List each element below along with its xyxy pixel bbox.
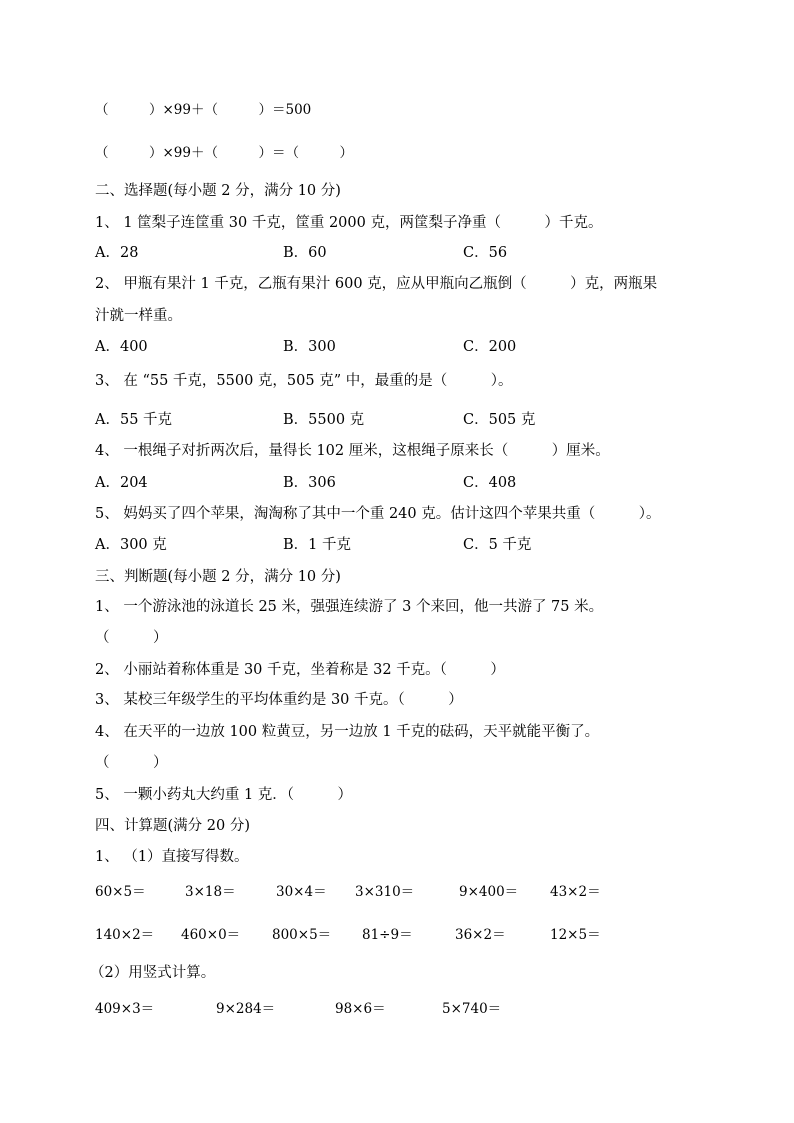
fill-equation-line-1: （ ）×99＋（ ）＝500 <box>95 102 312 118</box>
judge-item-5: 5、 一颗小药丸大约重 1 克．（ ） <box>95 787 353 803</box>
choice-option-b[interactable]: B．1 千克 <box>283 537 351 553</box>
calc-item: 30×4＝ <box>276 884 327 900</box>
calc-item: 409×3＝ <box>95 1001 155 1017</box>
calc-item: 9×284＝ <box>216 1001 276 1017</box>
judge-item-4-answer-blank[interactable]: （ ） <box>95 755 168 771</box>
section3-heading: 三、判断题(每小题 2 分，满分 10 分) <box>95 569 341 585</box>
choice-option-b[interactable]: B．5500 克 <box>283 412 365 428</box>
section2-heading: 二、选择题(每小题 2 分，满分 10 分) <box>95 183 341 199</box>
choice-option-a[interactable]: A．55 千克 <box>95 412 173 428</box>
calc-item: 3×310＝ <box>355 884 415 900</box>
calc-item: 43×2＝ <box>550 884 601 900</box>
fill-equation-line-2: （ ）×99＋（ ）＝（ ） <box>95 145 353 161</box>
choice-question-1: 1、 1 筐梨子连筐重 30 千克，筐重 2000 克，两筐梨子净重（ ）千克。 <box>95 215 603 231</box>
choice-option-b[interactable]: B．306 <box>283 475 336 491</box>
choice-option-a[interactable]: A．300 克 <box>95 537 167 553</box>
choice-option-b[interactable]: B．300 <box>283 339 336 355</box>
choice-question-2-continued: 汁就一样重。 <box>95 308 182 324</box>
choice-option-b[interactable]: B．60 <box>283 245 327 261</box>
choice-question-4: 4、 一根绳子对折两次后，量得长 102 厘米，这根绳子原来长（ ）厘米。 <box>95 443 610 459</box>
section4-heading: 四、计算题(满分 20 分) <box>95 818 250 834</box>
choice-option-c[interactable]: C．200 <box>463 339 517 355</box>
calc-item: 60×5＝ <box>95 884 146 900</box>
choice-option-c[interactable]: C．56 <box>463 245 508 261</box>
judge-item-2: 2、 小丽站着称体重是 30 千克，坐着称是 32 千克。（ ） <box>95 662 505 678</box>
calc-item: 36×2＝ <box>455 927 506 943</box>
choice-option-a[interactable]: A．400 <box>95 339 148 355</box>
calc-item: 460×0＝ <box>181 927 241 943</box>
choice-question-2: 2、 甲瓶有果汁 1 千克，乙瓶有果汁 600 克，应从甲瓶向乙瓶倒（ ）克，两瓶果 <box>95 276 658 292</box>
calc-item: 98×6＝ <box>335 1001 386 1017</box>
calc-item: 140×2＝ <box>95 927 155 943</box>
choice-option-c[interactable]: C．5 千克 <box>463 537 532 553</box>
choice-option-c[interactable]: C．505 克 <box>463 412 536 428</box>
calc-part2-title: （2）用竖式计算。 <box>90 965 216 981</box>
calc-part1-title: 1、 （1）直接写得数。 <box>95 849 249 865</box>
calc-item: 9×400＝ <box>459 884 519 900</box>
calc-item: 5×740＝ <box>442 1001 502 1017</box>
judge-item-3: 3、 某校三年级学生的平均体重约是 30 千克。（ ） <box>95 692 463 708</box>
calc-item: 800×5＝ <box>272 927 332 943</box>
calc-item: 12×5＝ <box>550 927 601 943</box>
calc-item: 81÷9＝ <box>362 927 413 943</box>
calc-item: 3×18＝ <box>185 884 236 900</box>
judge-item-1: 1、 一个游泳池的泳道长 25 米，强强连续游了 3 个来回，他一共游了 75 米。 <box>95 599 604 615</box>
choice-question-3: 3、 在 “55 千克，5500 克，505 克” 中，最重的是（ ）。 <box>95 373 513 389</box>
judge-item-1-answer-blank[interactable]: （ ） <box>95 630 168 646</box>
choice-question-5: 5、 妈妈买了四个苹果，淘淘称了其中一个重 240 克。估计这四个苹果共重（ ）。 <box>95 506 661 522</box>
choice-option-c[interactable]: C．408 <box>463 475 517 491</box>
choice-option-a[interactable]: A．28 <box>95 245 139 261</box>
choice-option-a[interactable]: A．204 <box>95 475 148 491</box>
judge-item-4: 4、 在天平的一边放 100 粒黄豆，另一边放 1 千克的砝码，天平就能平衡了。 <box>95 724 600 740</box>
